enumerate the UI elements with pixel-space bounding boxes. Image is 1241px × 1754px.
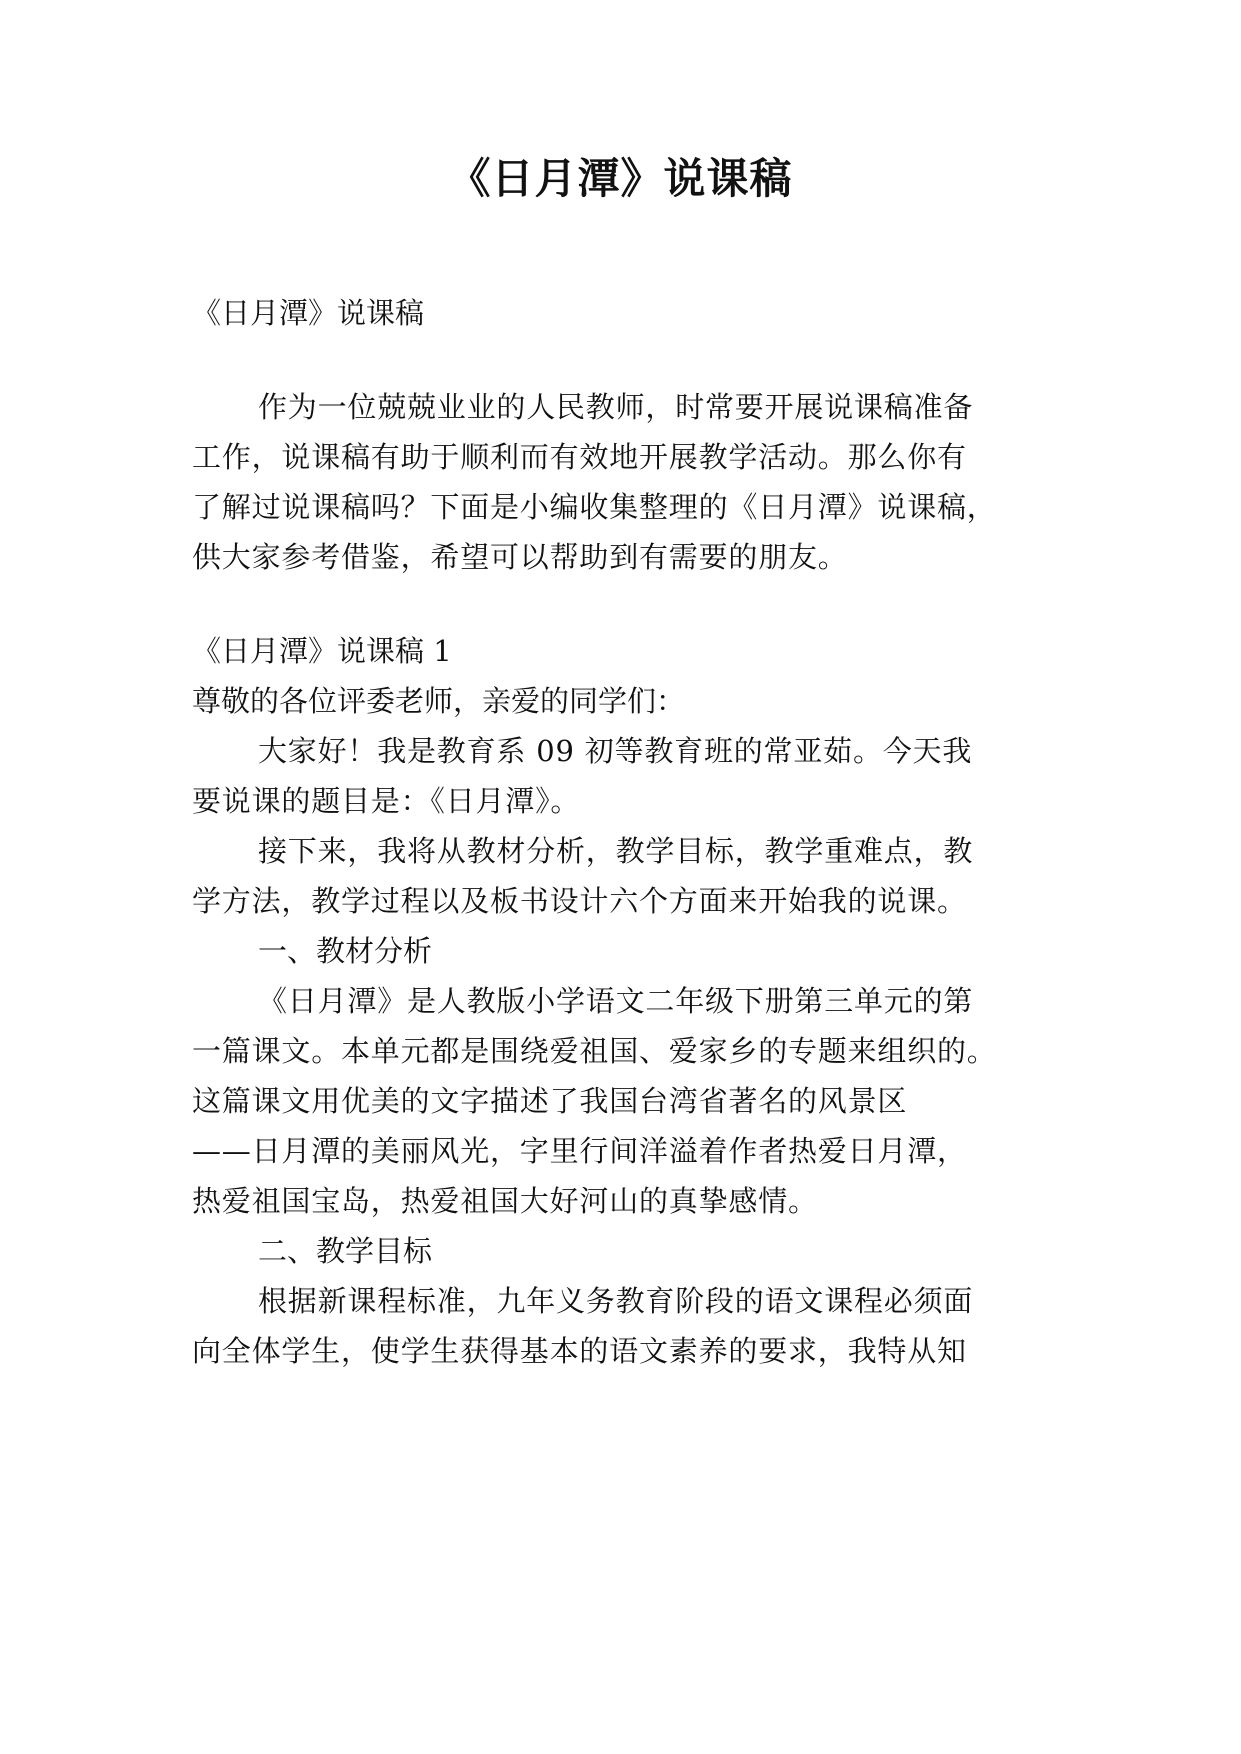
objectives-line-1: 根据新课程标准，九年义务教育阶段的语文课程必须面 <box>258 1284 974 1318</box>
opening-line-1: 大家好！我是教育系 09 初等教育班的常亚茹。今天我 <box>258 734 973 768</box>
document-title: 《日月潭》说课稿 <box>448 154 793 203</box>
intro-line-4: 供大家参考借鉴，希望可以帮助到有需要的朋友。 <box>192 540 848 574</box>
plan-line-2: 学方法，教学过程以及板书设计六个方面来开始我的说课。 <box>192 884 967 918</box>
intro-line-1: 作为一位兢兢业业的人民教师，时常要开展说课稿准备 <box>258 390 974 424</box>
paragraph-gap <box>192 338 1058 382</box>
analysis-line-3: 这篇课文用优美的文字描述了我国台湾省著名的风景区 <box>192 1084 908 1118</box>
section-title: 《日月潭》说课稿 1 <box>192 634 452 668</box>
heading-teaching-materials: 一、教材分析 <box>258 934 433 968</box>
paragraph-gap <box>192 582 1058 626</box>
analysis-line-1: 《日月潭》是人教版小学语文二年级下册第三单元的第 <box>258 984 974 1018</box>
analysis-line-5: 热爱祖国宝岛，热爱祖国大好河山的真挚感情。 <box>192 1184 818 1218</box>
plan-line-1: 接下来，我将从教材分析，教学目标，教学重难点，教 <box>258 834 974 868</box>
document-subtitle: 《日月潭》说课稿 <box>192 296 425 330</box>
greeting-line: 尊敬的各位评委老师，亲爱的同学们： <box>192 684 686 718</box>
heading-teaching-objectives: 二、教学目标 <box>258 1234 433 1268</box>
intro-line-3: 了解过说课稿吗？下面是小编收集整理的《日月潭》说课稿， <box>192 490 997 524</box>
intro-line-2: 工作，说课稿有助于顺利而有效地开展教学活动。那么你有 <box>192 440 967 474</box>
analysis-line-4: ——日月潭的美丽风光，字里行间洋溢着作者热爱日月潭， <box>192 1134 967 1168</box>
objectives-line-2: 向全体学生，使学生获得基本的语文素养的要求，我特从知 <box>192 1334 967 1368</box>
analysis-line-2: 一篇课文。本单元都是围绕爱祖国、爱家乡的专题来组织的。 <box>192 1034 997 1068</box>
opening-line-2: 要说课的题目是：《日月潭》。 <box>192 784 581 818</box>
document-body <box>192 288 1058 1376</box>
